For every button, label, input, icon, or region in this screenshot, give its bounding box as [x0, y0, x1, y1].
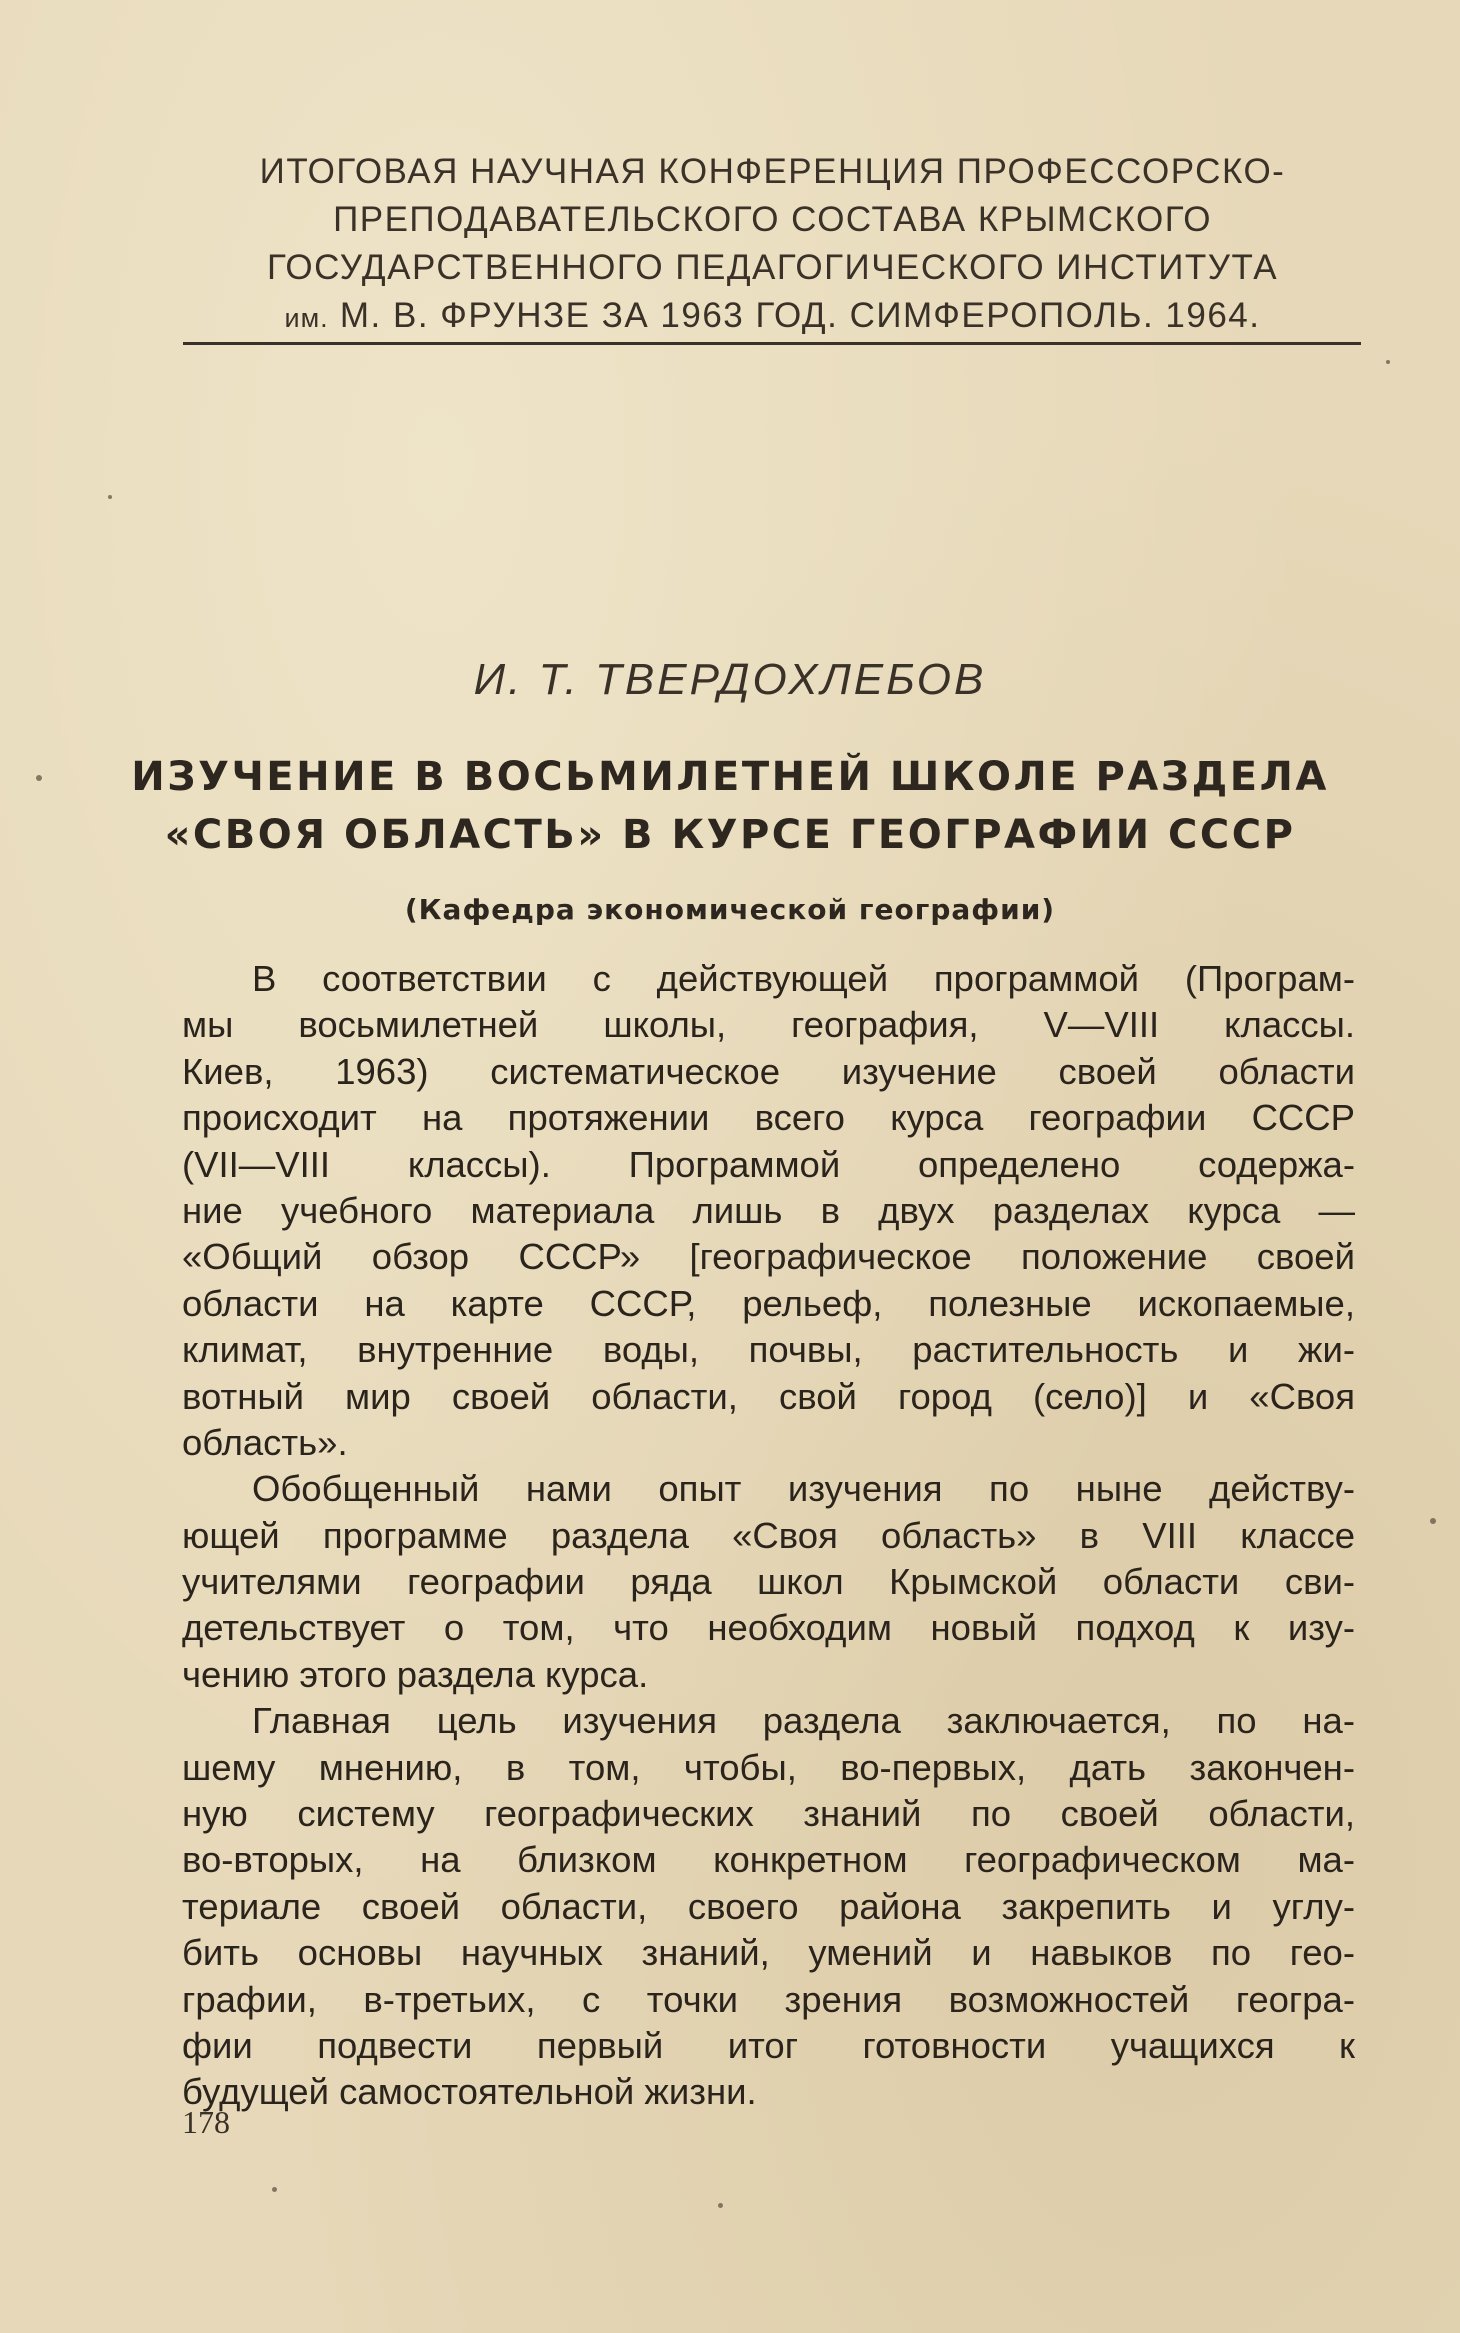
page-number: 178 [182, 2104, 230, 2140]
body-line: Киев, 1963) систематическое изучение своей области [182, 1050, 1355, 1092]
body-line: ние учебного материала лишь в двух разделах курса — [182, 1189, 1355, 1231]
paper-speck [36, 775, 42, 781]
paper-speck [108, 495, 112, 499]
header-divider [183, 342, 1361, 345]
title-line-1: ИЗУЧЕНИЕ В ВОСЬМИЛЕТНЕЙ ШКОЛЕ РАЗДЕЛА [131, 754, 1329, 800]
body-line: мы восьмилетней школы, география, V—VIII классы. [182, 1004, 1355, 1046]
paper-speck [1386, 360, 1390, 364]
body-line: климат, внутренние воды, почвы, растительность и жи- [182, 1329, 1355, 1371]
body-line: области на карте СССР, рельеф, полезные ископаемые, [182, 1282, 1355, 1324]
header-line-2: ПРЕПОДАВАТЕЛЬСКОГО СОСТАВА КРЫМСКОГО [333, 200, 1212, 239]
header-line-4 [185, 292, 1360, 342]
paper-speck [718, 2203, 723, 2208]
body-line: во-вторых, на близком конкретном географическом ма- [182, 1839, 1355, 1881]
body-line: происходит на протяжении всего курса географии СССР [182, 1097, 1355, 1139]
header-line-4-text: М. В. ФРУНЗЕ ЗА 1963 ГОД. СИМФЕРОПОЛЬ. 1964. [339, 296, 1261, 335]
body-line: будущей самостоятельной жизни. [182, 2071, 757, 2113]
body-line: фии подвести первый итог готовности учащихся к [182, 2024, 1355, 2066]
paper-speck [1430, 1518, 1436, 1524]
department-note: (Кафедра экономической географии) [404, 893, 1056, 926]
title-line-2: «СВОЯ ОБЛАСТЬ» В КУРСЕ ГЕОГРАФИИ СССР [164, 812, 1296, 858]
header-line-3: ГОСУДАРСТВЕННОГО ПЕДАГОГИЧЕСКОГО ИНСТИТУТА [266, 248, 1279, 287]
body-line: териале своей области, своего района закрепить и углу- [182, 1885, 1355, 1927]
header-line-4-prefix: им. [284, 303, 329, 333]
body-line: вотный мир своей области, свой город (село)] и «Своя [182, 1375, 1355, 1417]
body-line: область». [182, 1421, 348, 1463]
body-line: ную систему географических знаний по своей области, [182, 1793, 1355, 1835]
body-line: «Общий обзор СССР» [географическое положение своей [182, 1236, 1355, 1278]
body-line: Главная цель изучения раздела заключается, по на- [252, 1700, 1355, 1742]
article-title [0, 748, 1460, 864]
body-line: бить основы научных знаний, умений и навыков по гео- [182, 1932, 1355, 1974]
body-line: Обобщенный нами опыт изучения по ныне действу- [252, 1468, 1355, 1510]
body-paragraph [182, 1466, 1355, 1698]
body-line: чению этого раздела курса. [182, 1653, 649, 1695]
article-author: И. Т. ТВЕРДОХЛЕБОВ [473, 655, 987, 704]
body-paragraph [182, 1698, 1355, 2116]
body-line: (VII—VIII классы). Программой определено содержа- [182, 1143, 1355, 1185]
body-line: детельствует о том, что необходим новый подход к изу- [182, 1607, 1355, 1649]
header-line-1: ИТОГОВАЯ НАУЧНАЯ КОНФЕРЕНЦИЯ ПРОФЕССОРСКО- [259, 152, 1286, 191]
paper-speck [272, 2187, 277, 2192]
body-line: графии, в-третьих, с точки зрения возможностей геогра- [182, 1978, 1355, 2020]
body-line: учителями географии ряда школ Крымской области сви- [182, 1561, 1355, 1603]
body-line: ющей программе раздела «Своя область» в VIII классе [182, 1514, 1355, 1556]
body-paragraph [182, 956, 1355, 1466]
publication-header [185, 148, 1360, 342]
body-line: шему мнению, в том, чтобы, во-первых, дать закончен- [182, 1746, 1355, 1788]
article-body [182, 956, 1355, 2116]
body-line: В соответствии с действующей программой (Програм- [252, 958, 1355, 999]
